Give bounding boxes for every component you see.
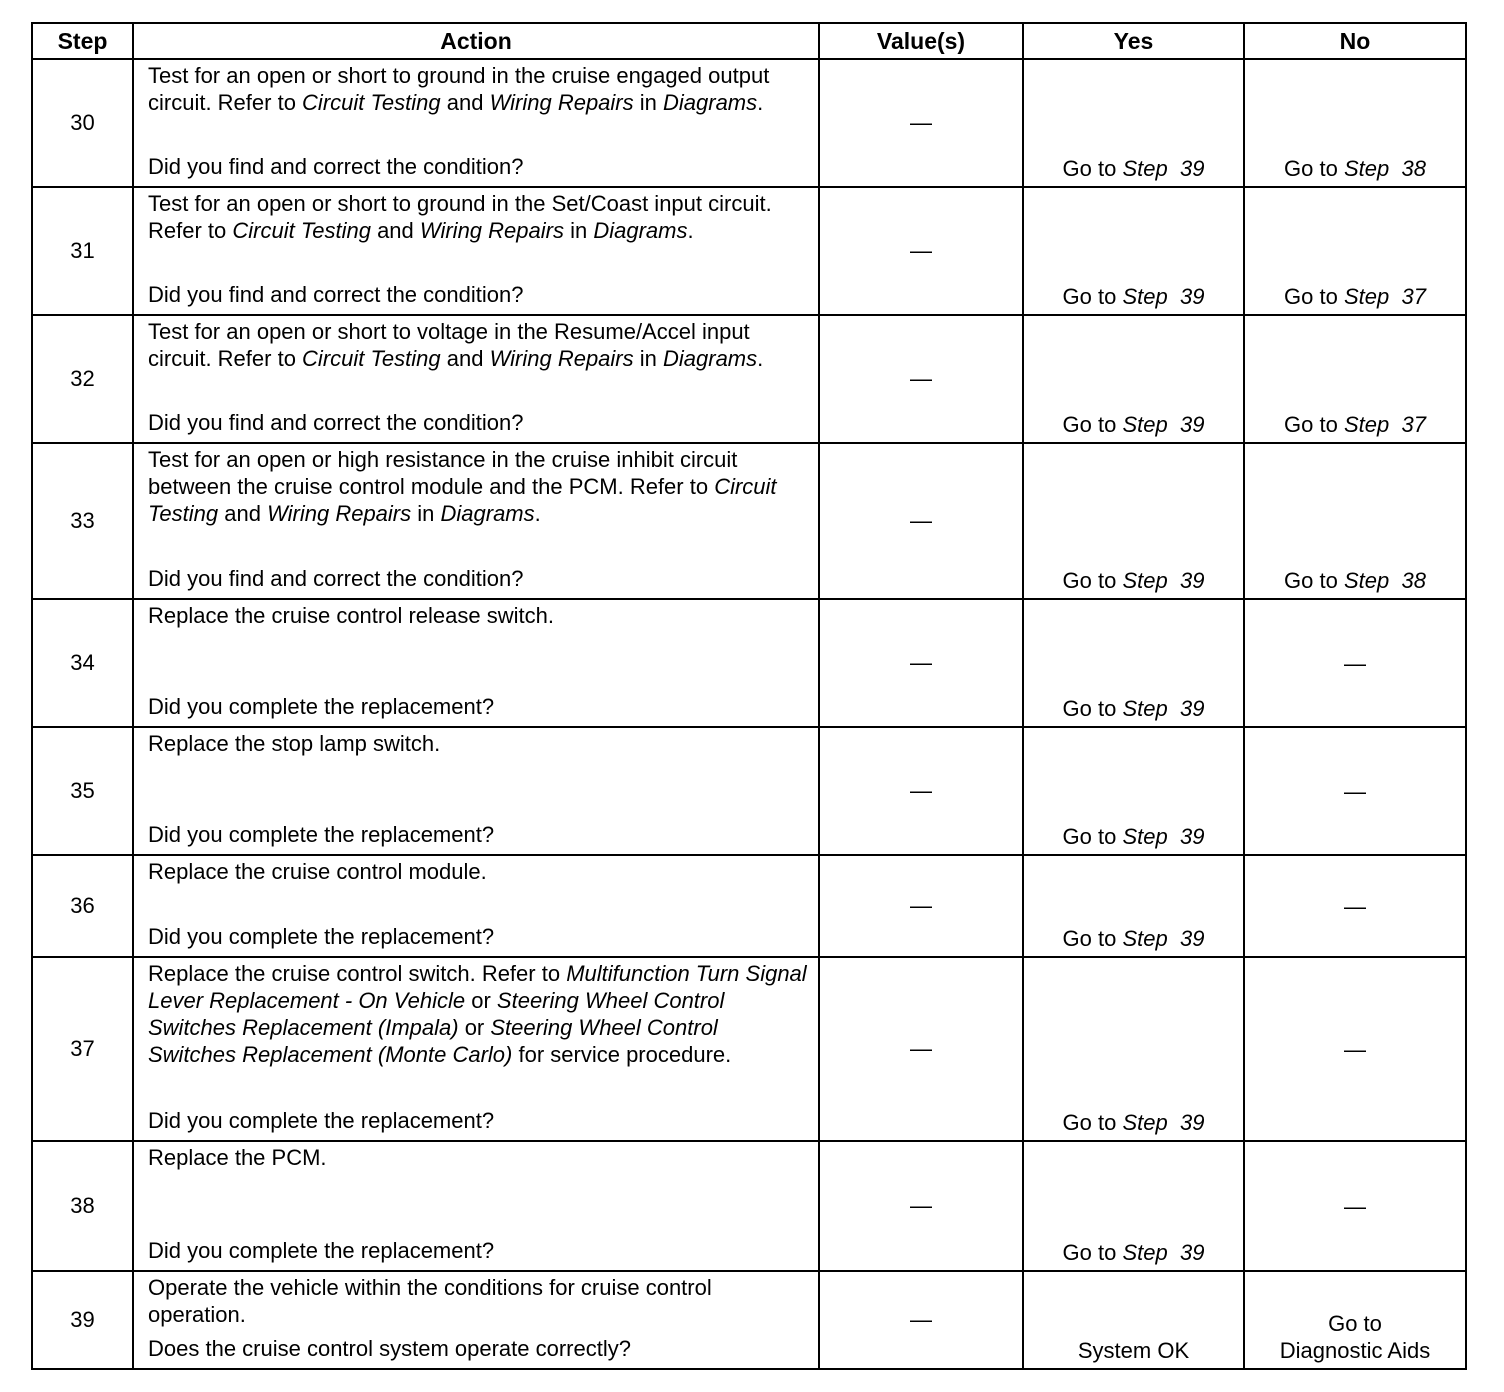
yes-cell [1023,727,1244,855]
yes-cell [1023,59,1244,187]
action-question: Did you complete the replacement? [148,1238,495,1263]
action-text [148,318,810,372]
diagnostic-table [31,22,1467,1370]
reference-link-text: Wiring Repairs [489,90,634,115]
action-text-span: in [633,90,663,115]
no-dash: — [1344,650,1366,676]
action-question: Did you complete the replacement? [148,924,495,949]
no-cell [1244,59,1466,187]
table-row [32,727,1466,855]
action-text-span: in [633,346,663,371]
yes-result: System OK [1077,1338,1190,1363]
action-text-span: Operate the vehicle within the conditions for cruise control operation. [148,1275,712,1327]
reference-link-text: Circuit Testing [148,474,777,526]
action-text-span: Replace the cruise control switch. Refer to [148,961,567,986]
yes-cell [1023,315,1244,443]
yes-cell [1023,1141,1244,1271]
no-goto-prefix: Go to [1284,412,1338,437]
action-text-span: in [411,501,441,526]
no-cell [1244,443,1466,599]
header-step: Step [32,23,133,59]
action-question: Did you find and correct the condition? [148,410,524,435]
value-dash: — [910,1036,932,1061]
action-text-span: . [687,218,694,243]
reference-link-text: Wiring Repairs [419,218,564,243]
action-question: Does the cruise control system operate correctly? [148,1336,631,1361]
yes-goto-prefix: Go to [1062,1110,1117,1135]
table-body [32,59,1466,1369]
action-cell [133,1141,819,1271]
action-text [148,190,810,244]
action-text [148,730,810,757]
value-cell [819,443,1023,599]
no-result-line2: Diagnostic Aids [1279,1338,1431,1363]
action-content [148,730,810,848]
yes-goto-prefix: Go to [1062,412,1117,437]
reference-link-text: Diagrams [593,218,688,243]
action-question: Did you complete the replacement? [148,822,495,847]
no-cell [1244,957,1466,1141]
action-text-span: and [440,90,490,115]
yes-goto-prefix: Go to [1062,1240,1117,1265]
yes-goto-step: Step 39 [1122,412,1205,437]
no-cell [1244,1271,1466,1369]
no-goto-step: Step 37 [1343,284,1426,309]
action-text-span: and [440,346,490,371]
action-text-span: or [458,1015,491,1040]
action-question: Did you find and correct the condition? [148,566,524,591]
action-text-span: . [534,501,541,526]
action-text-span: Replace the cruise control module. [148,859,487,884]
no-goto-step: Step 37 [1343,412,1426,437]
action-content [148,858,810,950]
reference-link-text: Circuit Testing [302,90,441,115]
table-row [32,59,1466,187]
value-cell [819,59,1023,187]
step-number: 32 [32,315,133,443]
action-text-span: and [218,501,268,526]
value-cell [819,1141,1023,1271]
no-cell [1244,599,1466,727]
action-text-span: Test for an open or short to voltage in the Resume/Accel input circuit. Refer to [148,319,750,371]
yes-goto-prefix: Go to [1062,284,1117,309]
no-cell [1244,187,1466,315]
reference-link-text: Steering Wheel Control Switches Replacement (Monte Carlo) [148,1015,718,1067]
no-cell [1244,1141,1466,1271]
action-text-span: and [370,218,420,243]
yes-cell [1023,599,1244,727]
yes-goto-step: Step 39 [1122,284,1205,309]
yes-goto-step: Step 39 [1122,1110,1205,1135]
yes-goto-step: Step 39 [1122,696,1205,721]
value-dash: — [910,366,932,391]
yes-goto-prefix: Go to [1062,824,1117,849]
action-question: Did you complete the replacement? [148,694,495,719]
no-cell [1244,855,1466,957]
step-number: 33 [32,443,133,599]
value-cell [819,1271,1023,1369]
value-cell [819,855,1023,957]
action-cell [133,187,819,315]
table-row [32,315,1466,443]
action-text-span: Test for an open or short to ground in the Set/Coast input circuit. Refer to [148,191,772,243]
action-text-span: Replace the stop lamp switch. [148,731,441,756]
step-number: 38 [32,1141,133,1271]
yes-cell [1023,443,1244,599]
value-dash: — [910,1193,932,1218]
table-row [32,1271,1466,1369]
action-text-span: Replace the cruise control release switch. [148,603,554,628]
action-cell [133,59,819,187]
action-text-span: Test for an open or high resistance in the cruise inhibit circuit between the cruise control module and the PCM. Refer to [148,447,738,499]
yes-goto-step: Step 39 [1122,156,1205,181]
table-row [32,855,1466,957]
value-dash: — [910,1307,932,1332]
value-cell [819,727,1023,855]
action-text-span: . [757,346,764,371]
action-text-span: in [563,218,594,243]
table-row [32,443,1466,599]
yes-cell [1023,1271,1244,1369]
action-content [148,190,810,308]
no-goto-step: Step 38 [1343,568,1426,593]
reference-link-text: Steering Wheel Control Switches Replacement (Impala) [148,988,725,1040]
reference-link-text: Diagrams [663,90,758,115]
yes-cell [1023,855,1244,957]
no-dash: — [1344,778,1366,804]
action-text [148,858,810,885]
no-dash: — [1344,893,1366,919]
action-cell [133,315,819,443]
action-text-span: Replace the PCM. [148,1145,327,1170]
value-dash: — [910,650,932,675]
yes-cell [1023,957,1244,1141]
action-text [148,960,810,1068]
yes-goto-prefix: Go to [1062,156,1117,181]
table-row [32,599,1466,727]
value-dash: — [910,893,932,918]
header-values: Value(s) [819,23,1023,59]
header-no: No [1244,23,1466,59]
action-text-span: or [465,988,497,1013]
reference-link-text: Multifunction Turn Signal Lever Replacement - On Vehicle [148,961,807,1013]
no-cell [1244,727,1466,855]
value-cell [819,957,1023,1141]
action-cell [133,599,819,727]
action-cell [133,957,819,1141]
action-content [148,446,810,592]
action-question: Did you find and correct the condition? [148,282,524,307]
action-text-span: . [757,90,764,115]
step-number: 34 [32,599,133,727]
no-dash: — [1344,1193,1366,1219]
value-cell [819,187,1023,315]
step-number: 30 [32,59,133,187]
yes-goto-step: Step 39 [1122,926,1205,951]
action-content [148,1144,810,1264]
action-cell [133,727,819,855]
reference-link-text: Circuit Testing [232,218,371,243]
no-goto-prefix: Go to [1284,568,1338,593]
action-content [148,1274,810,1362]
reference-link-text: Diagrams [440,501,535,526]
action-cell [133,1271,819,1369]
reference-link-text: Diagrams [663,346,758,371]
yes-goto-prefix: Go to [1062,696,1117,721]
header-action: Action [133,23,819,59]
reference-link-text: Wiring Repairs [489,346,634,371]
action-text-span: Test for an open or short to ground in the cruise engaged output circuit. Refer to [148,63,770,115]
action-text [148,1274,810,1328]
step-number: 31 [32,187,133,315]
yes-goto-step: Step 39 [1122,568,1205,593]
action-question: Did you find and correct the condition? [148,154,524,179]
no-goto-prefix: Go to [1284,156,1338,181]
value-dash: — [910,110,932,135]
step-number: 39 [32,1271,133,1369]
action-cell [133,855,819,957]
action-cell [133,443,819,599]
action-content [148,960,810,1134]
no-cell [1244,315,1466,443]
table-row [32,187,1466,315]
action-content [148,602,810,720]
action-text [148,446,810,527]
reference-link-text: Wiring Repairs [267,501,412,526]
yes-goto-step: Step 39 [1122,1240,1205,1265]
yes-goto-prefix: Go to [1062,926,1117,951]
header-row [32,23,1466,59]
yes-goto-step: Step 39 [1122,824,1205,849]
step-number: 36 [32,855,133,957]
step-number: 37 [32,957,133,1141]
value-cell [819,315,1023,443]
action-content [148,62,810,180]
value-dash: — [910,238,932,263]
action-text-span: for service procedure. [512,1042,732,1067]
header-yes: Yes [1023,23,1244,59]
table-row [32,957,1466,1141]
step-number: 35 [32,727,133,855]
value-dash: — [910,508,932,533]
no-goto-step: Step 38 [1343,156,1426,181]
action-text [148,602,810,629]
no-goto-prefix: Go to [1284,284,1338,309]
action-text [148,1144,810,1171]
yes-cell [1023,187,1244,315]
no-dash: — [1344,1036,1366,1062]
action-content [148,318,810,436]
action-text [148,62,810,116]
action-question: Did you complete the replacement? [148,1108,495,1133]
reference-link-text: Circuit Testing [302,346,441,371]
no-result-line1: Go to [1328,1311,1382,1336]
value-dash: — [910,778,932,803]
value-cell [819,599,1023,727]
table-row [32,1141,1466,1271]
yes-goto-prefix: Go to [1062,568,1117,593]
